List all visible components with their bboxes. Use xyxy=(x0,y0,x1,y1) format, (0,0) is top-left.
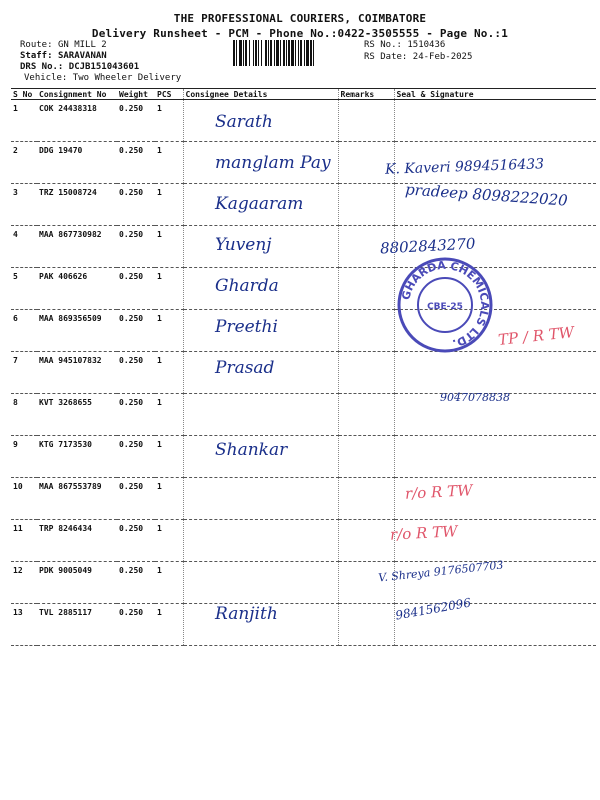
cell-consignment: PAK 406626 xyxy=(37,268,117,310)
seal-handwriting: pradeep 8098222020 xyxy=(404,180,569,210)
cell-pcs: 1 xyxy=(155,478,183,520)
company-stamp xyxy=(395,255,495,355)
cell-weight: 0.250 xyxy=(117,562,155,604)
consignee-handwriting: Sarath xyxy=(215,112,273,132)
staff-label: Staff: xyxy=(20,51,53,61)
cell-weight: 0.250 xyxy=(117,352,155,394)
col-consignment: Consignment No xyxy=(37,89,117,100)
cell-sno: 1 xyxy=(11,100,37,142)
barcode-bar xyxy=(295,40,296,66)
cell-weight: 0.250 xyxy=(117,478,155,520)
barcode-bar xyxy=(304,40,305,66)
cell-seal xyxy=(394,352,596,394)
col-weight: Weight xyxy=(117,89,155,100)
cell-remarks xyxy=(338,478,394,520)
cell-weight: 0.250 xyxy=(117,100,155,142)
company-title: THE PROFESSIONAL COURIERS, COIMBATORE xyxy=(173,12,427,25)
barcode-bar xyxy=(236,40,237,66)
cell-consignment: MAA 945107832 xyxy=(37,352,117,394)
barcode-bar xyxy=(249,40,250,66)
rs-date-label: RS Date: xyxy=(364,52,408,62)
cell-consignment: TVL 2885117 xyxy=(37,604,117,646)
barcode-bar xyxy=(288,40,290,66)
barcode-bar xyxy=(310,40,312,66)
consignee-handwriting: Prasad xyxy=(215,358,275,378)
cell-weight: 0.250 xyxy=(117,520,155,562)
route-value: GN MILL 2 xyxy=(57,40,107,50)
cell-remarks xyxy=(338,520,394,562)
seal-handwriting: TP / R TW xyxy=(497,323,575,349)
vehicle-value: Two Wheeler Delivery xyxy=(72,73,182,83)
cell-sno: 12 xyxy=(11,562,37,604)
cell-remarks xyxy=(338,352,394,394)
barcode-bar xyxy=(274,40,275,66)
barcode-bar xyxy=(265,40,267,66)
cell-sno: 13 xyxy=(11,604,37,646)
cell-consignment: MAA 867553789 xyxy=(37,478,117,520)
col-sno: S No xyxy=(11,89,37,100)
barcode-bar xyxy=(233,40,235,66)
seal-handwriting: 8802843270 xyxy=(379,234,476,258)
drs-label: DRS No.: xyxy=(20,62,64,72)
barcode-bar xyxy=(306,40,309,66)
seal-handwriting: 9047078838 xyxy=(440,391,510,404)
cell-consignment: COK 24438318 xyxy=(37,100,117,142)
barcode xyxy=(233,40,357,66)
cell-consignment: DDG 19470 xyxy=(37,142,117,184)
cell-weight: 0.250 xyxy=(117,436,155,478)
cell-sno: 6 xyxy=(11,310,37,352)
cell-weight: 0.250 xyxy=(117,394,155,436)
cell-remarks xyxy=(338,604,394,646)
barcode-bar xyxy=(286,40,287,66)
cell-weight: 0.250 xyxy=(117,268,155,310)
seal-handwriting: K. Kaveri 9894516433 xyxy=(384,156,545,178)
cell-sno: 10 xyxy=(11,478,37,520)
consignee-handwriting: Preethi xyxy=(215,317,278,337)
cell-weight: 0.250 xyxy=(117,184,155,226)
cell-consignment: TRP 8246434 xyxy=(37,520,117,562)
consignee-handwriting: manglam Pay xyxy=(215,153,331,173)
cell-consignee xyxy=(183,394,338,436)
vehicle-line xyxy=(24,73,181,84)
cell-sno: 11 xyxy=(11,520,37,562)
cell-pcs: 1 xyxy=(155,226,183,268)
cell-seal xyxy=(394,100,596,142)
table-row xyxy=(11,268,596,310)
cell-sno: 9 xyxy=(11,436,37,478)
consignee-handwriting: Gharda xyxy=(215,276,279,296)
cell-remarks xyxy=(338,310,394,352)
table-row xyxy=(11,562,596,604)
barcode-bar xyxy=(313,40,314,66)
barcode-bar xyxy=(300,40,302,66)
cell-pcs: 1 xyxy=(155,184,183,226)
cell-pcs: 1 xyxy=(155,142,183,184)
barcode-bar xyxy=(253,40,254,66)
drs-line xyxy=(20,62,139,73)
cell-seal xyxy=(394,436,596,478)
cell-weight: 0.250 xyxy=(117,604,155,646)
cell-sno: 4 xyxy=(11,226,37,268)
table-row xyxy=(11,604,596,646)
rs-no-label: RS No.: xyxy=(364,40,402,50)
barcode-bar xyxy=(280,40,281,66)
staff-line xyxy=(20,51,107,62)
seal-handwriting: V. Shreya 9176507703 xyxy=(377,558,505,585)
cell-pcs: 1 xyxy=(155,604,183,646)
staff-value: SARAVANAN xyxy=(57,51,107,61)
cell-pcs: 1 xyxy=(155,394,183,436)
table-row xyxy=(11,226,596,268)
consignee-handwriting: Yuvenj xyxy=(215,235,272,255)
runsheet-subtitle: Delivery Runsheet - PCM - Phone No.:0422-3505555 - Page No.:1 xyxy=(91,27,509,40)
cell-remarks xyxy=(338,184,394,226)
col-seal: Seal & Signature xyxy=(394,89,596,100)
barcode-bar xyxy=(283,40,285,66)
cell-consignment: MAA 867730982 xyxy=(37,226,117,268)
stamp-inner-text: CBE-25 xyxy=(427,302,463,312)
route-label: Route: xyxy=(20,40,53,50)
cell-consignment: PDK 9005049 xyxy=(37,562,117,604)
cell-remarks xyxy=(338,436,394,478)
cell-weight: 0.250 xyxy=(117,226,155,268)
vehicle-label: Vehicle: xyxy=(24,73,68,83)
cell-sno: 3 xyxy=(11,184,37,226)
barcode-bar xyxy=(276,40,279,66)
table-header-row xyxy=(11,89,596,100)
table-row xyxy=(11,352,596,394)
barcode-bar xyxy=(261,40,262,66)
col-remarks: Remarks xyxy=(338,89,394,100)
cell-pcs: 1 xyxy=(155,352,183,394)
barcode-bar xyxy=(258,40,259,66)
cell-pcs: 1 xyxy=(155,310,183,352)
drs-value: DCJB151043601 xyxy=(68,62,140,72)
cell-consignment: MAA 869356509 xyxy=(37,310,117,352)
cell-pcs: 1 xyxy=(155,100,183,142)
rs-date-value: 24-Feb-2025 xyxy=(412,52,473,62)
cell-sno: 7 xyxy=(11,352,37,394)
cell-sno: 2 xyxy=(11,142,37,184)
route-line xyxy=(20,40,107,51)
consignee-handwriting: Shankar xyxy=(215,440,288,460)
table-row xyxy=(11,436,596,478)
consignee-handwriting: Kagaaram xyxy=(215,194,304,214)
cell-pcs: 1 xyxy=(155,268,183,310)
consignee-handwriting: Ranjith xyxy=(215,604,278,624)
col-consignee: Consignee Details xyxy=(183,89,338,100)
cell-sno: 5 xyxy=(11,268,37,310)
cell-weight: 0.250 xyxy=(117,142,155,184)
rs-date-line xyxy=(364,52,472,63)
rs-no-line xyxy=(364,40,445,51)
table-row xyxy=(11,100,596,142)
cell-pcs: 1 xyxy=(155,562,183,604)
barcode-bar xyxy=(270,40,272,66)
cell-consignee xyxy=(183,562,338,604)
barcode-bar xyxy=(245,40,247,66)
cell-sno: 8 xyxy=(11,394,37,436)
cell-consignee xyxy=(183,520,338,562)
cell-remarks xyxy=(338,394,394,436)
barcode-bar xyxy=(243,40,244,66)
cell-remarks xyxy=(338,268,394,310)
table-row xyxy=(11,478,596,520)
stamp-text: GHARDA CHEMICALS LTD. xyxy=(399,258,492,351)
seal-handwriting: r/o R TW xyxy=(404,481,473,503)
cell-pcs: 1 xyxy=(155,520,183,562)
cell-consignment: KTG 7173530 xyxy=(37,436,117,478)
barcode-bar xyxy=(268,40,269,66)
cell-remarks xyxy=(338,100,394,142)
barcode-bar xyxy=(255,40,257,66)
cell-consignee xyxy=(183,478,338,520)
barcode-bar xyxy=(239,40,242,66)
cell-weight: 0.250 xyxy=(117,310,155,352)
barcode-bar xyxy=(291,40,294,66)
table-row xyxy=(11,520,596,562)
cell-consignment: KVT 3268655 xyxy=(37,394,117,436)
cell-consignment: TRZ 15008724 xyxy=(37,184,117,226)
rs-no-value: 1510436 xyxy=(407,40,446,50)
barcode-bar xyxy=(298,40,299,66)
cell-pcs: 1 xyxy=(155,436,183,478)
seal-handwriting: 9841562096 xyxy=(394,595,472,623)
seal-handwriting: r/o R TW xyxy=(389,522,458,544)
col-pcs: PCS xyxy=(155,89,183,100)
